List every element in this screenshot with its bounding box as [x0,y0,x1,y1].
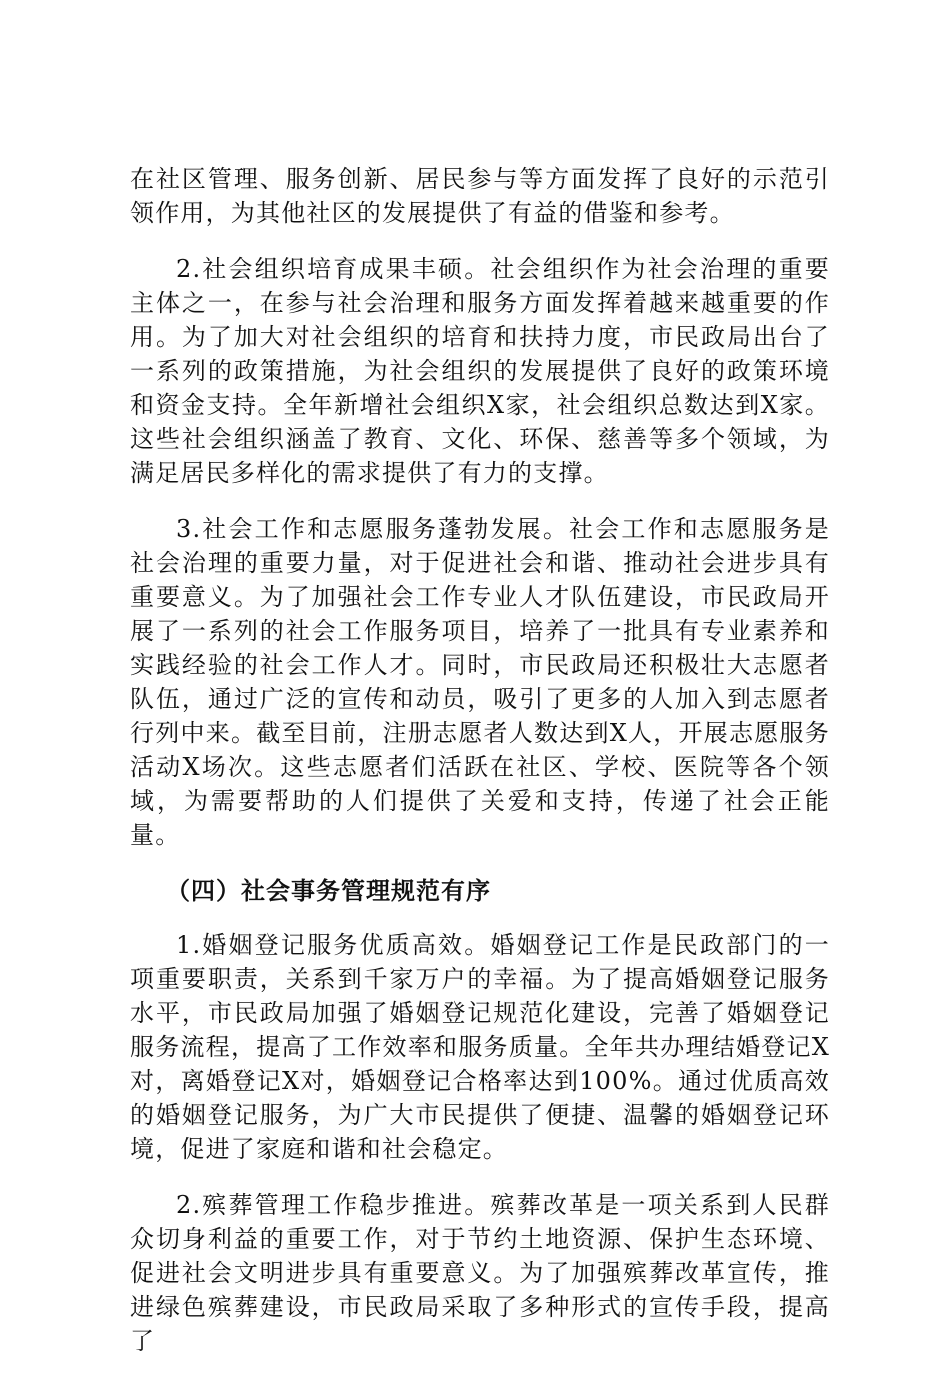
paragraph-continuation: 在社区管理、服务创新、居民参与等方面发挥了良好的示范引领作用，为其他社区的发展提供了有益的借鉴和参考。 [130,165,830,227]
paragraph-funeral-management: 2.殡葬管理工作稳步推进。殡葬改革是一项关系到人民群众切身利益的重要工作，对于节约土地资源、保护生态环境、促进社会文明进步具有重要意义。为了加强殡葬改革宣传，推进绿色殡葬建设，市民政局采取了多种形式的宣传手段，提高了 [130,1191,830,1355]
section-heading: （四）社会事务管理规范有序 [166,877,491,905]
document-body [130,162,830,1380]
paragraph-social-organizations: 2.社会组织培育成果丰硕。社会组织作为社会治理的重要主体之一，在参与社会治理和服务方面发挥着越来越重要的作用。为了加大对社会组织的培育和扶持力度，市民政局出台了一系列的政策措施，为社会组织的发展提供了良好的政策环境和资金支持。全年新增社会组织X家，社会组织总数达到X家。这些社会组织涵盖了教育、文化、环保、慈善等多个领域，为满足居民多样化的需求提供了有力的支撑。 [130,255,830,487]
paragraph-marriage-registration: 1.婚姻登记服务优质高效。婚姻登记工作是民政部门的一项重要职责，关系到千家万户的幸福。为了提高婚姻登记服务水平，市民政局加强了婚姻登记规范化建设，完善了婚姻登记服务流程，提高了工作效率和服务质量。全年共办理结婚登记X对，离婚登记X对，婚姻登记合格率达到100%。通过优质高效的婚姻登记服务，为广大市民提供了便捷、温馨的婚姻登记环境，促进了家庭和谐和社会稳定。 [130,931,830,1163]
paragraph-social-work-volunteers: 3.社会工作和志愿服务蓬勃发展。社会工作和志愿服务是社会治理的重要力量，对于促进社会和谐、推动社会进步具有重要意义。为了加强社会工作专业人才队伍建设，市民政局开展了一系列的社会工作服务项目，培养了一批具有专业素养和实践经验的社会工作人才。同时，市民政局还积极壮大志愿者队伍，通过广泛的宣传和动员，吸引了更多的人加入到志愿者行列中来。截至目前，注册志愿者人数达到X人，开展志愿服务活动X场次。这些志愿者们活跃在社区、学校、医院等各个领域，为需要帮助的人们提供了关爱和支持，传递了社会正能量。 [130,515,830,849]
